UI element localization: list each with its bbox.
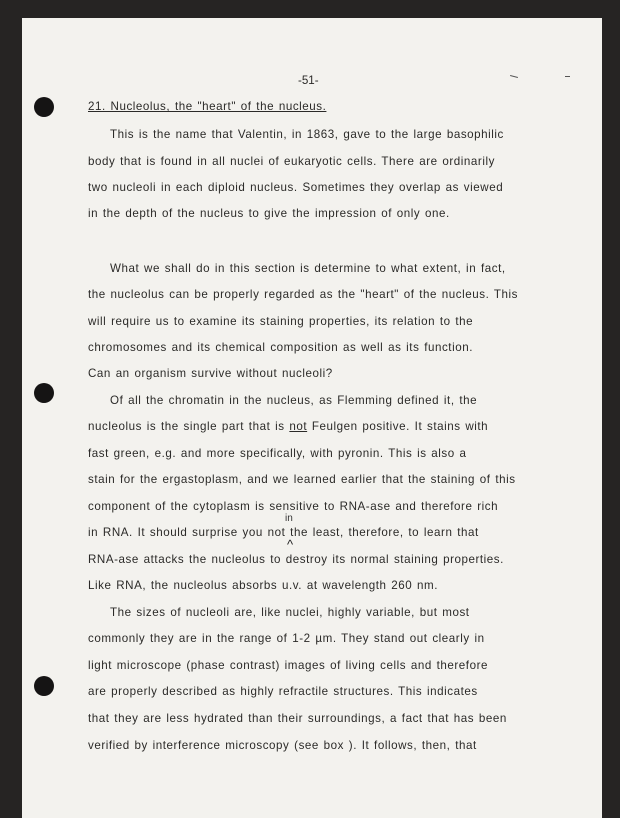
text-line: two nucleoli in each diploid nucleus. Sometimes they overlap as viewed	[88, 181, 504, 194]
punch-hole	[34, 97, 54, 117]
text-line: What we shall do in this section is determine to what extent, in fact,	[110, 262, 506, 275]
text-line: will require us to examine its staining properties, its relation to the	[88, 315, 474, 328]
text-line: stain for the ergastoplasm, and we learned earlier that the staining of this	[88, 473, 516, 486]
text-line: in the depth of the nucleus to give the impression of only one.	[88, 207, 450, 220]
text-line: in RNA. It should surprise you not the least, therefore, to learn that	[88, 526, 479, 539]
text-line: The sizes of nucleoli are, like nuclei, highly variable, but most	[110, 606, 470, 619]
section-heading: 21. Nucleolus, the "heart" of the nucleus.	[88, 100, 327, 113]
punch-hole	[34, 383, 54, 403]
text-line: chromosomes and its chemical composition as well as its function.	[88, 341, 473, 354]
text-line: are properly described as highly refractile structures. This indicates	[88, 685, 478, 698]
text-line: nucleolus is the single part that is not Feulgen positive. It stains with	[88, 420, 489, 433]
text-line: Like RNA, the nucleolus absorbs u.v. at wavelength 260 nm.	[88, 579, 439, 592]
handwritten-insert: in	[285, 513, 293, 524]
text-line: the nucleolus can be properly regarded as the "heart" of the nucleus. This	[88, 288, 519, 301]
text-line: component of the cytoplasm is sensitive to RNA-ase and therefore rich	[88, 500, 499, 513]
text-line: Can an organism survive without nucleoli?	[88, 367, 333, 380]
text-line: fast green, e.g. and more specifically, with pyronin. This is also a	[88, 447, 467, 460]
punch-hole	[34, 676, 54, 696]
text-line: that they are less hydrated than their surroundings, a fact that has been	[88, 712, 507, 725]
stray-mark	[565, 76, 570, 77]
text-line: body that is found in all nuclei of eukaryotic cells. There are ordinarily	[88, 155, 495, 168]
text-line: Of all the chromatin in the nucleus, as Flemming defined it, the	[110, 394, 478, 407]
text-line: commonly they are in the range of 1-2 µm. They stand out clearly in	[88, 632, 485, 645]
page-number: -51-	[298, 74, 319, 87]
text-line: RNA-ase attacks the nucleolus to destroy its normal staining properties.	[88, 553, 504, 566]
text-line: verified by interference microscopy (see box ). It follows, then, that	[88, 739, 477, 752]
insert-caret: ^	[287, 537, 294, 552]
text-line: This is the name that Valentin, in 1863, gave to the large basophilic	[110, 128, 504, 141]
text-line: light microscope (phase contrast) images of living cells and therefore	[88, 659, 488, 672]
